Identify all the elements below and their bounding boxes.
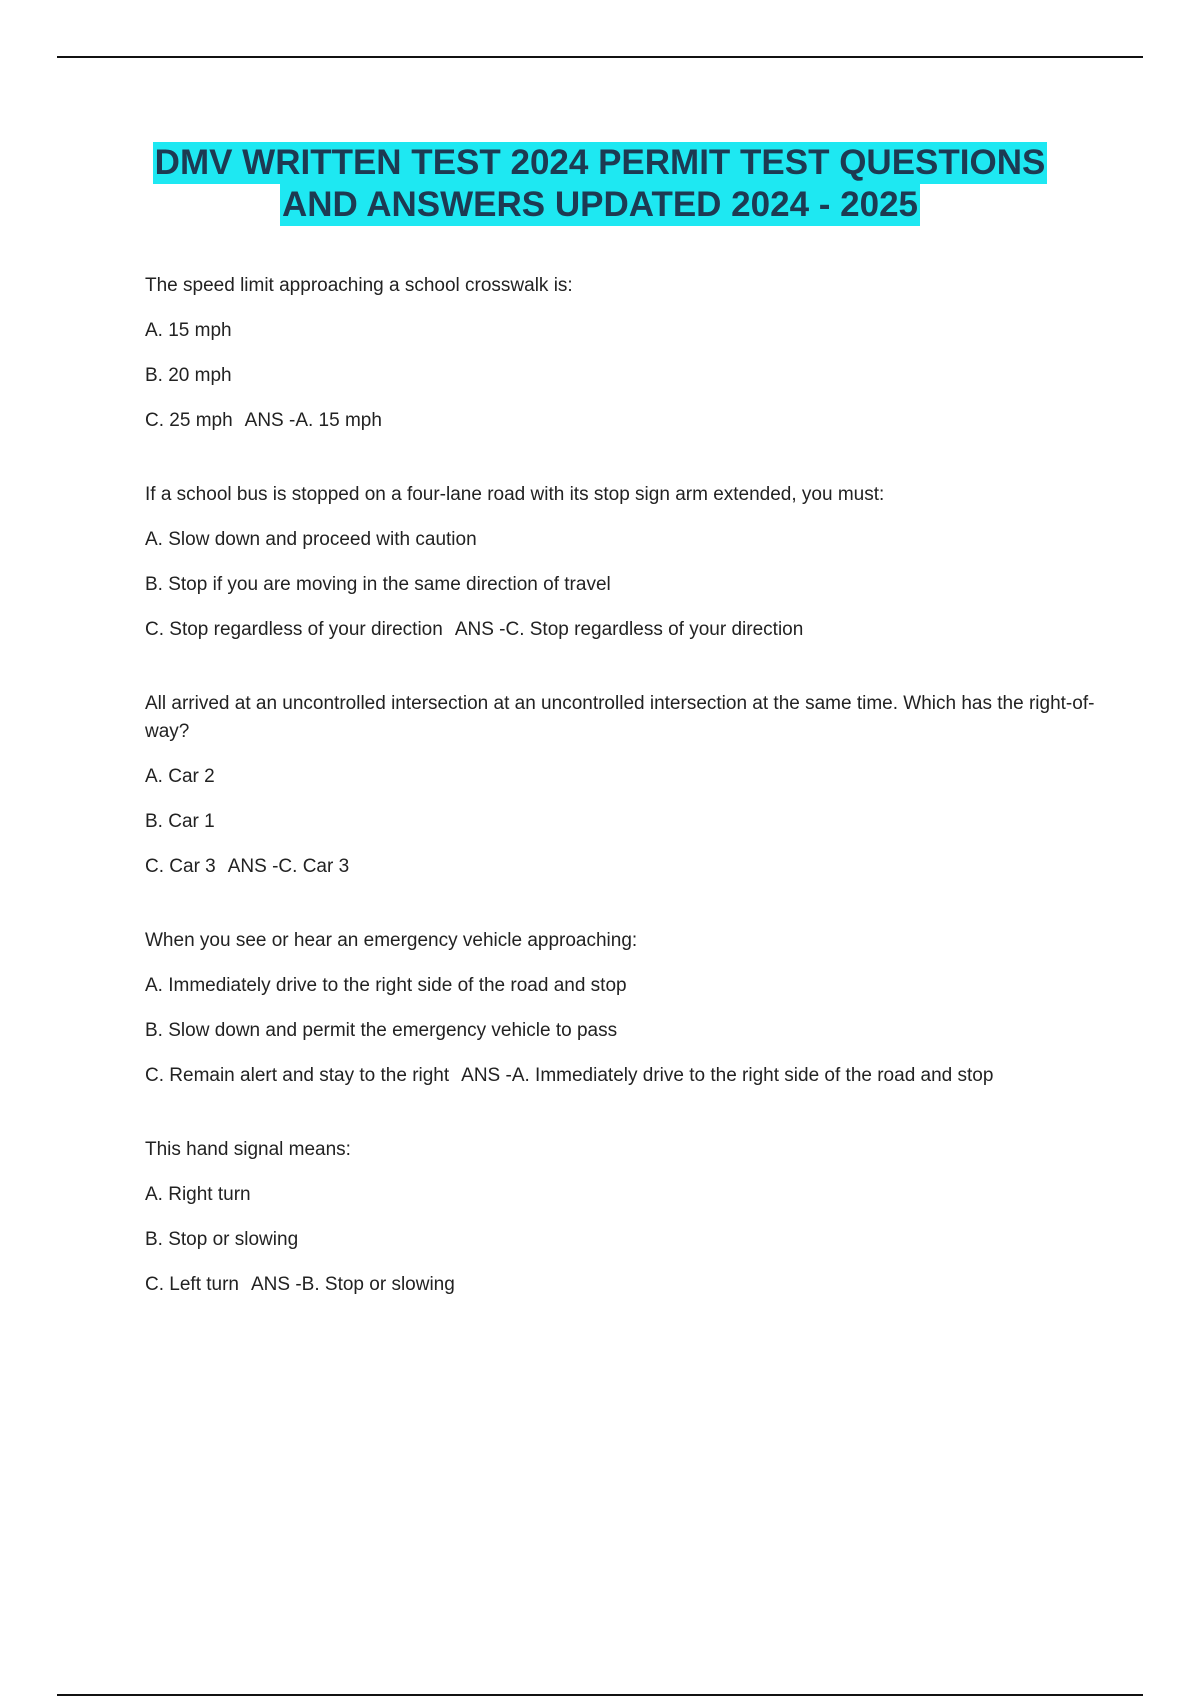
option-c: C. Car 3 [145,856,216,877]
question-text: The speed limit approaching a school crosswalk is: [145,275,573,296]
option-a: A. Right turn [145,1184,251,1205]
answer: ANS -B. Stop or slowing [251,1274,455,1295]
option-c: C. Stop regardless of your direction [145,619,443,640]
option-b: B. 20 mph [145,365,232,386]
option-b: B. Slow down and permit the emergency vehicle to pass [145,1020,618,1041]
bottom-rule [57,1694,1143,1696]
question-block-4 [145,927,1105,1090]
option-b: B. Car 1 [145,811,215,832]
option-c-with-answer [145,1062,1105,1090]
question-block-5 [145,1136,1105,1299]
title-line-1: DMV WRITTEN TEST 2024 PERMIT TEST QUESTIONS [154,143,1046,182]
page-title [0,142,1200,226]
question-text: All arrived at an uncontrolled intersection at an uncontrolled intersection at the same time. Which has the right-of-way? [145,693,1095,742]
option-c: C. Left turn [145,1274,239,1295]
answer: ANS -A. 15 mph [244,410,382,431]
option-b: B. Stop or slowing [145,1229,299,1250]
question-block-2 [145,481,1105,644]
top-rule [57,56,1143,58]
title-line-2: AND ANSWERS UPDATED 2024 - 2025 [282,185,918,224]
option-c: C. 25 mph [145,410,233,431]
option-a: A. 15 mph [145,320,232,341]
option-a: A. Immediately drive to the right side of the road and stop [145,975,627,996]
answer: ANS -A. Immediately drive to the right side of the road and stop [461,1065,994,1086]
question-block-1 [145,272,1105,435]
option-a: A. Slow down and proceed with caution [145,529,477,550]
question-list [145,272,1105,1345]
question-text: If a school bus is stopped on a four-lane road with its stop sign arm extended, you must: [145,484,885,505]
option-c: C. Remain alert and stay to the right [145,1065,450,1086]
question-block-3 [145,690,1105,881]
question-text: When you see or hear an emergency vehicle approaching: [145,930,638,951]
option-c-with-answer [145,853,1105,881]
answer: ANS -C. Car 3 [227,856,350,877]
option-c-with-answer [145,616,1105,644]
option-a: A. Car 2 [145,766,215,787]
option-c-with-answer [145,407,1105,435]
question-text: This hand signal means: [145,1139,351,1160]
option-b: B. Stop if you are moving in the same direction of travel [145,574,611,595]
answer: ANS -C. Stop regardless of your direction [454,619,804,640]
option-c-with-answer [145,1271,1105,1299]
